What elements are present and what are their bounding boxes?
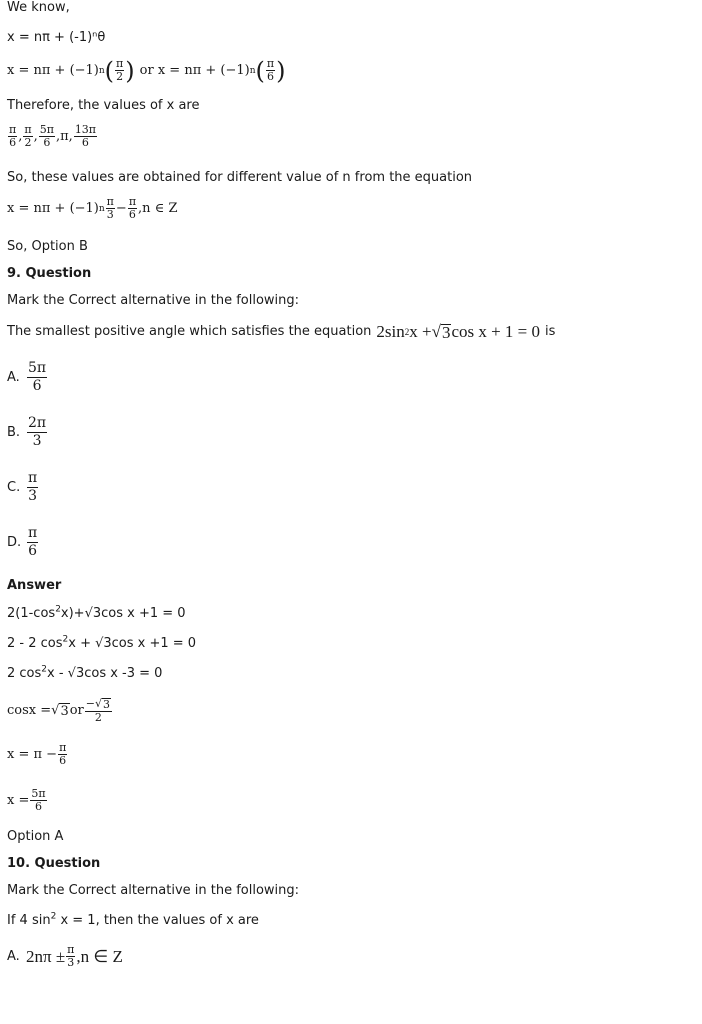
fraction-numerator: π bbox=[59, 741, 67, 754]
option-label: C. bbox=[7, 479, 21, 495]
fraction-numerator bbox=[85, 698, 112, 712]
fraction-denominator: 3 bbox=[106, 208, 114, 221]
step-sup: 2 bbox=[62, 634, 69, 645]
fraction-5pi-over-6 bbox=[30, 788, 46, 813]
fraction-numerator: 2π bbox=[28, 415, 47, 431]
x-eq-lhs: x = π − bbox=[7, 746, 58, 762]
fraction-numerator: π bbox=[128, 195, 137, 208]
fraction-numerator: 5π bbox=[28, 360, 47, 376]
fraction-denominator: 2 bbox=[94, 711, 102, 724]
fraction-numerator: π bbox=[266, 57, 275, 70]
so-option-b-text: So, Option B bbox=[7, 239, 88, 254]
values-list bbox=[7, 124, 98, 149]
fraction-numerator: π bbox=[106, 195, 114, 208]
fraction-denominator: 6 bbox=[266, 70, 274, 83]
fraction-pi-over-6 bbox=[58, 742, 67, 767]
general-eq-lhs: x = nπ + (−1) bbox=[7, 200, 99, 216]
question-9-instruction: Mark the Correct alternative in the following: bbox=[7, 293, 300, 308]
question-10-text bbox=[7, 913, 259, 929]
radicand: 3 bbox=[441, 323, 451, 342]
equation-x-choices: x = nπ + (−1) n ( $\frac{\pi}{2}$ ) or x = nπ + (−1) n ( $\frac{\pi}{6}$ ) bbox=[7, 56, 286, 85]
option-fraction bbox=[27, 470, 38, 505]
close-paren: ) bbox=[125, 56, 135, 85]
fraction-numerator: 5π bbox=[39, 123, 54, 136]
step-sup: 2 bbox=[41, 664, 48, 675]
fraction-pi-over-6 bbox=[128, 196, 137, 221]
option-b[interactable] bbox=[7, 415, 48, 450]
option-c[interactable] bbox=[7, 470, 39, 505]
fraction-numerator: π bbox=[67, 943, 75, 956]
fraction-numerator: 5π bbox=[31, 787, 46, 800]
option-label: A. bbox=[7, 948, 20, 964]
answer-heading: Answer bbox=[7, 578, 62, 593]
answer-step-1 bbox=[7, 606, 186, 622]
general-eq-tail: ,n ∈ Z bbox=[138, 200, 178, 216]
step-text: x - √3cos x -3 = 0 bbox=[47, 666, 163, 681]
fraction-pi-over-6 bbox=[266, 58, 275, 83]
eq-part-2: x + bbox=[409, 322, 432, 341]
eq-choice-lhs: x = nπ + (−1) bbox=[7, 62, 99, 78]
question-10-heading: 10. Question bbox=[7, 856, 101, 871]
expr-pre: 2nπ ± bbox=[26, 946, 66, 966]
fraction-neg-sqrt3-over-2 bbox=[85, 698, 112, 724]
eq-part-1: 2sin bbox=[376, 322, 405, 341]
question-10-instruction: Mark the Correct alternative in the following: bbox=[7, 883, 300, 898]
value-fraction bbox=[39, 124, 55, 149]
formula-general-solution: x = nπ + (-1)ⁿθ bbox=[7, 30, 106, 45]
value-fraction bbox=[23, 124, 32, 149]
eq-part-3: cos x + 1 = 0 bbox=[451, 322, 541, 341]
fraction-denominator: 2 bbox=[24, 136, 32, 149]
step-text: x)+√3cos x +1 = 0 bbox=[60, 606, 186, 621]
sqrt-3 bbox=[51, 703, 70, 719]
fraction-pi-over-2 bbox=[115, 58, 124, 83]
option-a[interactable] bbox=[7, 360, 48, 395]
option-fraction bbox=[27, 525, 38, 560]
question-9-equation: 2sin 2 x + √ 3 cos x + 1 = 0 bbox=[376, 322, 541, 342]
radical-icon: √ bbox=[431, 322, 441, 341]
fraction-denominator: 6 bbox=[9, 136, 17, 149]
fraction-denominator: 6 bbox=[32, 378, 42, 394]
fraction-denominator: 3 bbox=[32, 433, 42, 449]
q10-sup: 2 bbox=[50, 911, 57, 922]
sqrt-3 bbox=[95, 698, 111, 711]
step-text: 2 cos bbox=[7, 666, 42, 681]
fraction-numerator: π bbox=[9, 123, 17, 136]
fraction-denominator: 3 bbox=[28, 488, 38, 504]
fraction-numerator: π bbox=[24, 123, 32, 136]
x-equation-2 bbox=[7, 788, 48, 813]
value-fraction bbox=[8, 124, 17, 149]
sqrt-3 bbox=[432, 324, 452, 340]
neg-sign: − bbox=[85, 697, 95, 710]
q10-option-a-expression bbox=[26, 944, 123, 969]
expr-tail: ,n ∈ Z bbox=[76, 946, 123, 966]
close-paren-2: ) bbox=[276, 56, 286, 85]
fraction-numerator: 13π bbox=[74, 123, 97, 136]
radical-icon: √ bbox=[51, 703, 60, 718]
value-pi: π, bbox=[60, 128, 73, 144]
general-equation: x = nπ + (−1) n $\frac{\pi}{3}$ − $\frac{\pi}{6}$ ,n ∈ Z bbox=[7, 195, 178, 221]
option-label: D. bbox=[7, 534, 22, 550]
fraction-denominator: 6 bbox=[128, 208, 136, 221]
fraction-denominator: 6 bbox=[81, 136, 89, 149]
option-label: A. bbox=[7, 369, 20, 385]
option-label: B. bbox=[7, 424, 21, 440]
fraction-denominator: 2 bbox=[116, 70, 124, 83]
x-equation-1 bbox=[7, 742, 68, 767]
step-text: 2 - 2 cos bbox=[7, 636, 63, 651]
option-a-answer-text: Option A bbox=[7, 829, 64, 844]
question-9-text bbox=[7, 324, 555, 340]
radical-icon: √ bbox=[94, 697, 102, 710]
cos-lhs: cosx = bbox=[7, 703, 52, 718]
fraction-numerator: π bbox=[116, 57, 124, 70]
fraction-denominator: 6 bbox=[28, 543, 38, 559]
option-fraction bbox=[27, 415, 47, 450]
therefore-text: Therefore, the values of x are bbox=[7, 98, 200, 113]
open-paren-2: ( bbox=[255, 56, 265, 85]
cos-or: or bbox=[69, 703, 84, 718]
fraction-numerator: π bbox=[28, 470, 38, 486]
fraction-numerator: π bbox=[28, 525, 38, 541]
step-sup: 2 bbox=[55, 604, 61, 615]
value-fraction bbox=[74, 124, 97, 149]
option-fraction bbox=[27, 360, 47, 395]
radicand: 3 bbox=[60, 704, 69, 719]
q10-text-pre: If 4 sin bbox=[7, 913, 51, 928]
minus-sign: − bbox=[115, 200, 127, 216]
fraction-denominator: 6 bbox=[43, 136, 51, 149]
fraction-pi-over-3 bbox=[66, 944, 75, 969]
question-9-heading: 9. Question bbox=[7, 266, 92, 281]
option-d[interactable] bbox=[7, 525, 39, 560]
so-these-values-text: So, these values are obtained for different value of n from the equation bbox=[7, 170, 473, 185]
q10-text-post: x = 1, then the values of x are bbox=[56, 913, 259, 928]
answer-step-3 bbox=[7, 666, 162, 682]
comma: , bbox=[18, 128, 23, 144]
we-know-text: We know, bbox=[7, 0, 70, 15]
question-9-prompt: The smallest positive angle which satisfies the equation bbox=[7, 324, 372, 339]
fraction-denominator: 6 bbox=[34, 800, 42, 813]
question-9-is: is bbox=[545, 324, 556, 339]
fraction-pi-over-3 bbox=[106, 196, 115, 221]
q10-option-a[interactable] bbox=[7, 944, 123, 969]
radicand: 3 bbox=[103, 698, 110, 711]
answer-step-2 bbox=[7, 636, 196, 652]
fraction-denominator: 3 bbox=[67, 956, 75, 969]
comma: , bbox=[33, 128, 38, 144]
cos-equation bbox=[7, 698, 113, 724]
open-paren: ( bbox=[104, 56, 115, 85]
x-eq-lhs: x = bbox=[7, 792, 30, 808]
eq-choice-or: or x = nπ + (−1) bbox=[139, 62, 250, 78]
step-text: x + √3cos x +1 = 0 bbox=[68, 636, 197, 651]
comma: , bbox=[55, 128, 61, 144]
fraction-denominator: 6 bbox=[59, 754, 67, 767]
step-text: 2(1-cos bbox=[7, 606, 56, 621]
